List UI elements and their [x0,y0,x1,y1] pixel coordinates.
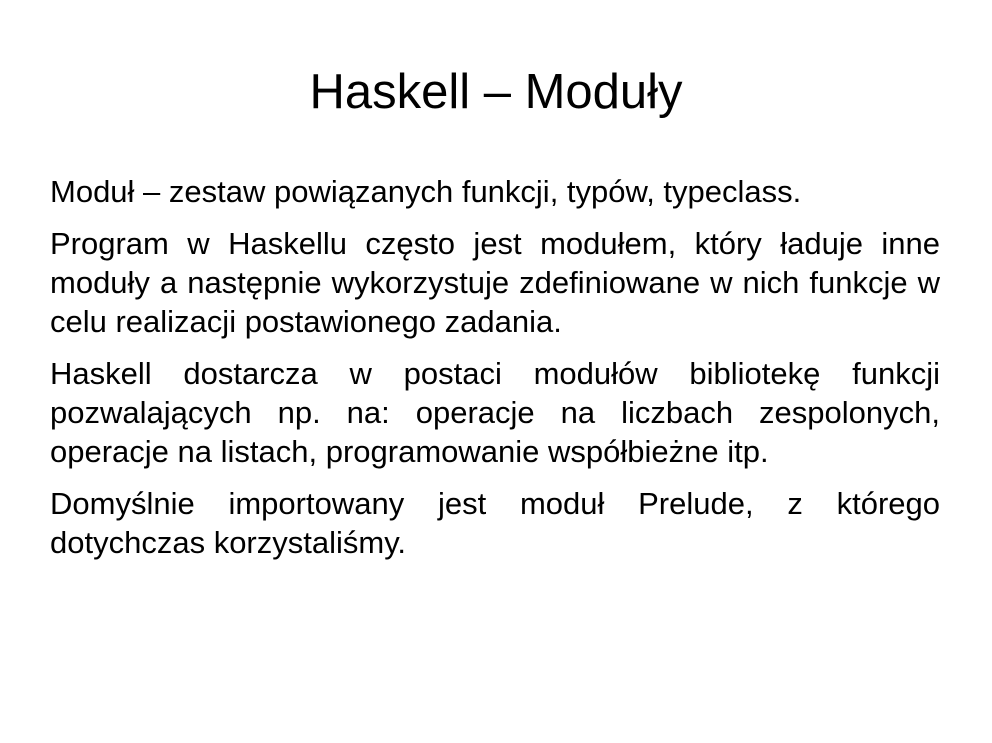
paragraph-prelude: Domyślnie importowany jest moduł Prelude, z którego dotychczas korzystaliśmy. [50,486,940,560]
paragraph-module-definition: Moduł – zestaw powiązanych funkcji, typów, typeclass. [50,174,802,209]
paragraph-program-as-module: Program w Haskellu często jest modułem, który ładuje inne moduły a następnie wykorzystuje zdefiniowane w nich funkcje w celu realizacji postawionego zadania. [50,226,940,339]
paragraph-standard-modules: Haskell dostarcza w postaci modułów bibliotekę funkcji pozwalających np. na: operacje na liczbach zespolonych, operacje na listach, programowanie współbieżne itp. [50,356,940,469]
slide-title: Haskell – Moduły [309,65,683,119]
slide-body [50,172,940,575]
